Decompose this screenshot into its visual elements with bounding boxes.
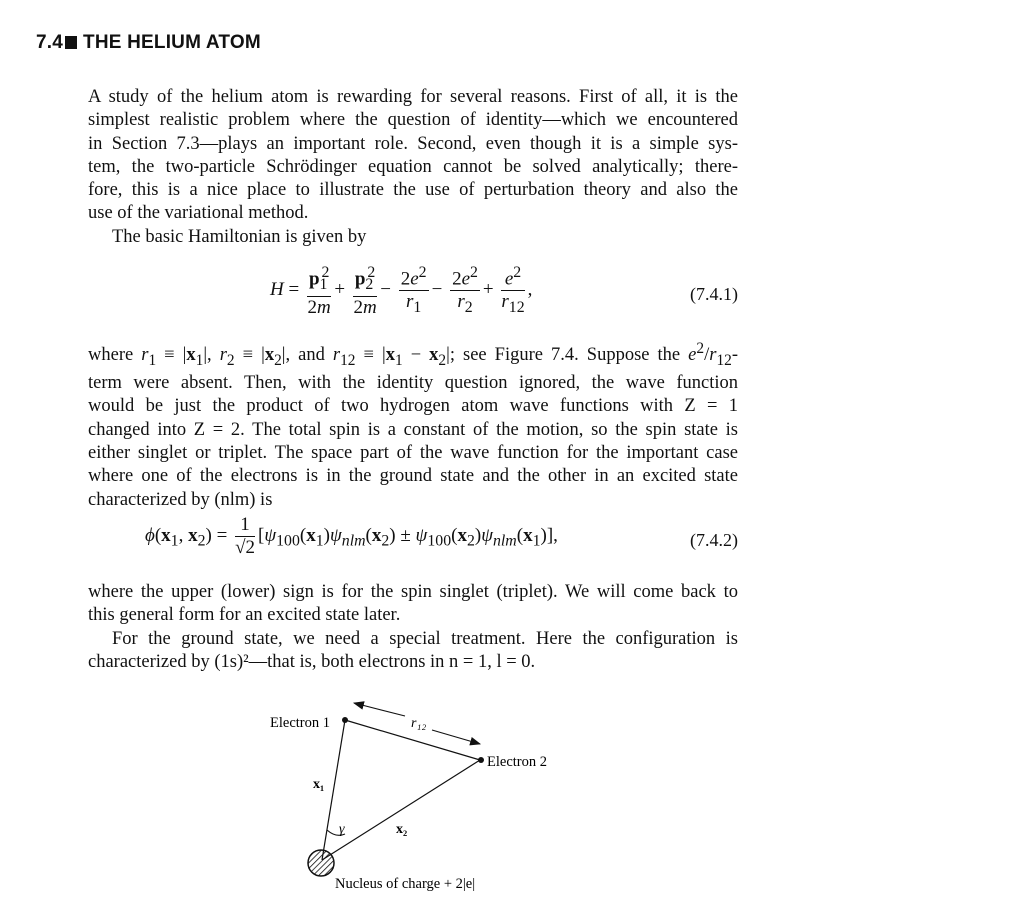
line-x2 xyxy=(322,760,480,860)
r12-arrow-left xyxy=(354,703,405,716)
text-line: fore, this is a nice place to illustrate the use of perturbation theory and also the xyxy=(88,180,738,201)
equation-wavefunction: $\phi(x_1$, $x_2$) = $\frac{1}{√2}$ $[\psi_{100}(x_1)\psi_{nlm}(x_2) \pm \psi_{100}(x_2)\psi_{nlm}(x_1)]$, xyxy=(145,514,558,558)
text-line: where one of the electrons is in the ground state and the other in an excited state xyxy=(88,466,738,487)
text-line: changed into Z = 2. The total spin is a constant of the motion, so the spin state is xyxy=(88,419,738,440)
text-line: A study of the helium atom is rewarding for several reasons. First of all, it is the xyxy=(88,87,738,107)
electron2-dot xyxy=(478,757,484,763)
text-line: would be just the product of two hydrogen atom wave functions with Z = 1 xyxy=(88,396,738,417)
nucleus-circle xyxy=(308,850,334,876)
text-line: simplest realistic problem where the question of identity—which we encountered xyxy=(88,110,738,131)
section-title: THE HELIUM ATOM xyxy=(83,32,261,53)
line-x1 xyxy=(322,720,345,860)
label-x1: x₁ xyxy=(313,777,325,792)
label-gamma: γ xyxy=(339,822,345,837)
text-line: in Section 7.3—plays an important role. Second, even though it is a simple sys- xyxy=(88,133,738,154)
label-r12: r₁₂ xyxy=(411,716,427,731)
label-x2: x₂ xyxy=(396,822,408,837)
text-line: For the ground state, we need a special treatment. Here the configuration is xyxy=(112,628,738,649)
label-electron1: Electron 1 xyxy=(270,715,330,731)
section-number: 7.4 xyxy=(36,32,64,53)
text-line: tem, the two-particle Schrödinger equation cannot be solved analytically; there- xyxy=(88,156,738,177)
text-line: use of the variational method. xyxy=(88,203,309,224)
text-line: where $r_1 \equiv |x_1|$, $r_2 \equiv |x_2|$, and $r_{12} \equiv |x_1 - x_2|$; see Figure 7.4. Suppose the $e^2/r_{12}-$ xyxy=(88,340,739,369)
equation-number: (7.4.2) xyxy=(690,530,738,550)
label-electron2: Electron 2 xyxy=(487,754,547,770)
electron1-dot xyxy=(342,717,348,723)
text-line: either singlet or triplet. The space part of the wave function for the important case xyxy=(88,443,738,464)
label-nucleus: Nucleus of charge + 2|e| xyxy=(335,876,476,892)
text-line: characterized by (nlm) is xyxy=(88,489,273,510)
text-line: term were absent. Then, with the identity question ignored, the wave function xyxy=(88,373,738,394)
equation-number: (7.4.1) xyxy=(690,284,738,304)
text-line: this general form for an excited state later. xyxy=(88,605,401,626)
text-line: where the upper (lower) sign is for the spin singlet (triplet). We will come back to xyxy=(88,582,738,602)
text-line: characterized by (1s)²—that is, both electrons in n = 1, l = 0. xyxy=(88,651,536,672)
equation-hamiltonian: H = $\frac{p_1^2}{2m}$ + $\frac{p_2^2}{2m}$ − $\frac{2e^2}{r_1}$ − $\frac{2e^2}{r_2}$ + $\frac{e^2}{r_{12}}$ , xyxy=(270,264,533,319)
r12-arrow-right xyxy=(432,730,480,744)
text-line: The basic Hamiltonian is given by xyxy=(112,226,367,247)
